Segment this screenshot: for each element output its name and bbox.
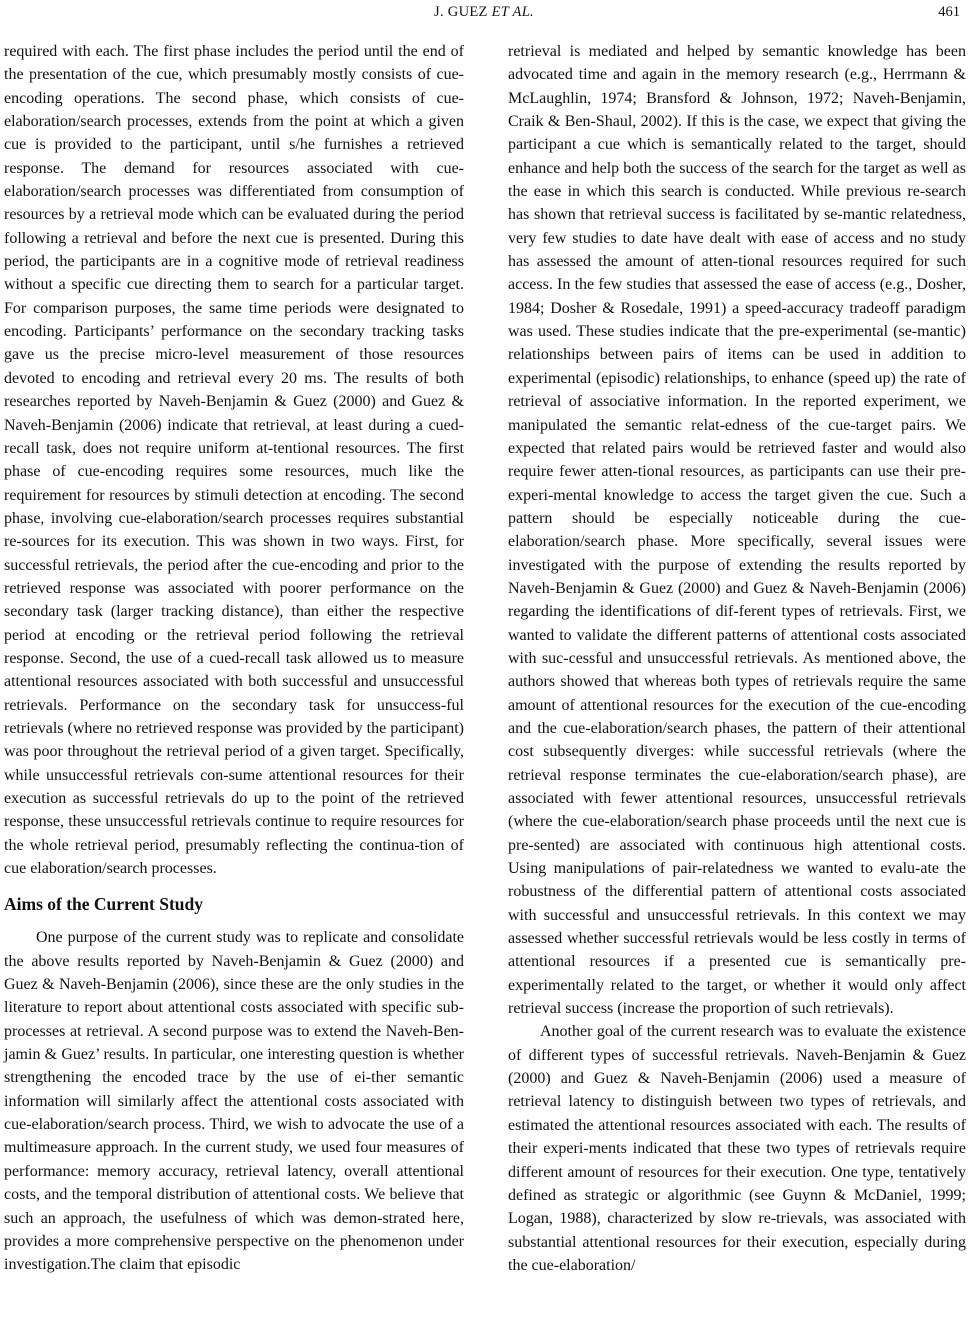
left-column xyxy=(4,40,464,1277)
section-heading: Aims of the Current Study xyxy=(4,894,203,915)
running-head xyxy=(0,2,968,22)
left-paragraph-aims: One purpose of the current study was to replicate and consolidate the above results reported by Naveh-Benjamin & Guez (2000) and Guez & Naveh-Benjamin (2006), since these are the only studies in the literature to report about attentional costs associated with specific sub-processes at retrieval. A second purpose was to extend the Naveh-Ben-jamin & Guez’ results. In particular, one interesting question is whether strengthening the encoded trace by the use of ei-ther semantic information will similarly affect the attentional costs associated with cue-elaboration/search process. Third, we wish to advocate the use of a multimeasure approach. In the current study, we used four measures of performance: memory accuracy, retrieval latency, overall attentional costs, and the temporal distribution of attentional costs. We believe that such an approach, the usefulness of which was demon-strated here, provides a more comprehensive perspective on the phenomenon under investigation.The claim that episodic xyxy=(4,929,464,1274)
right-paragraph-another-goal: Another goal of the current research was to evaluate the existence of different types of successful retrievals. Naveh-Benjamin & Guez (2000) and Guez & Naveh-Benjamin (2006) used a measure of retrieval latency to distinguish between two types of retrievals, and estimated the attentional resources associated with each. The results of their experi-ments indicated that these two types of retrievals require different amount of resources for their execution. One type, tentatively defined as strategic or algorithmic (see Guynn & McDaniel, 1999; Logan, 1988), characterized by slow re-trievals, was associated with substantial attentional resources for their execution, especially during the cue-elaboration/ xyxy=(508,1023,966,1274)
page-number: 461 xyxy=(938,4,960,20)
author-name: J. GUEZ xyxy=(434,4,488,20)
right-paragraph-semantic: retrieval is mediated and helped by semantic knowledge has been advocated time and again in the memory research (e.g., Herrmann & McLaughlin, 1974; Bransford & Johnson, 1972; Naveh-Benjamin, Craik & Ben-Shaul, 2002). If this is the case, we expect that giving the participant a cue which is semantically related to the target, should enhance and help both the success of the search for the target as well as the ease in which this search is conducted. While previous re-search has shown that retrieval success is facilitated by se-mantic relatedness, very few studies to date have dealt with ease of access and no study has assessed the amount of atten-tional resources required for such access. In the few studies that assessed the ease of access (e.g., Dosher, 1984; Dosher & Rosedale, 1991) a speed-accuracy tradeoff paradigm was used. These studies indicate that the pre-experimental (se-mantic) relationships between pairs of items can be used in addition to experimental (episodic) relationships, to enhance (speed up) the rate of retrieval of associative information. In the reported experiment, we manipulated the semantic relat-edness of the cue-target pairs. We expected that related pairs would be retrieved faster and would also require fewer atten-tional resources, as participants can use their pre-experi-mental knowledge to access the target given the cue. Such a pattern should be especially noticeable during the cue-elaboration/search phase. More specifically, several issues were investigated with the purpose of extending the results reported by Naveh-Benjamin & Guez (2000) and Guez & Naveh-Benjamin (2006) regarding the identifications of dif-ferent types of retrievals. First, we wanted to validate the different patterns of attentional costs associated with suc-cessful and unsuccessful retrievals. As mentioned above, the authors showed that whereas both types of retrievals require the same amount of attentional resources for the execution of the cue-encoding and the cue-elaboration/search phases, the pattern of their attentional cost subsequently diverges: while successful retrievals (where the retrieval response terminates the cue-elaboration/search phase), are associated with fewer attentional resources, unsuccessful retrievals (where the cue-elaboration/search phase proceeds until the next cue is pre-sented) are associated with continuous high attentional costs. Using manipulations of pair-relatedness we wanted to evalu-ate the robustness of the differential pattern of attentional costs associated with successful and unsuccessful retrievals. In this context we may assessed whether successful retrievals would be less costly in terms of attentional resources if a presented cue is semantically pre-experimentally related to the target, or whether it would only affect retrieval success (increase the proportion of such retrievals). xyxy=(508,43,966,1018)
running-head-authors xyxy=(0,2,968,22)
right-column xyxy=(508,40,966,1277)
left-paragraph-continued: required with each. The first phase includes the period until the end of the presentation of the cue, which presumably mostly consists of cue-encoding operations. The second phase, which consists of cue-elaboration/search processes, extends from the point at which a given cue is provided to the participant, until s/he furnishes a retrieved response. The demand for resources associated with cue-elaboration/search processes was differentiated from consumption of resources by a retrieval mode which can be evaluated during the period following a retrieval and before the next cue is presented. During this period, the participants are in a cognitive mode of retrieval readiness without a specific cue directing them to search for a particular target. For comparison purposes, the same time periods were designated to encoding. Participants’ performance on the secondary tracking tasks gave us the precise micro-level measurement of those resources devoted to encoding and retrieval every 20 ms. The results of both researches reported by Naveh-Benjamin & Guez (2000) and Guez & Naveh-Benjamin (2006) indicate that retrieval, at least during a cued-recall task, does not require uniform at-tentional resources. The first phase of cue-encoding requires some resources, much like the requirement for resources by stimuli detection at encoding. The second phase, involving cue-elaboration/search processes requires substantial re-sources for its execution. This was shown in two ways. First, for successful retrievals, the period after the cue-encoding and prior to the retrieved response was associated with poorer performance on the secondary task (larger tracking distance), than either the respective period at encoding or the retrieval period following the retrieval response. Second, the use of a cued-recall task allowed us to measure attentional resources associated with both successful and unsuccessful retrievals. Performance on the secondary task for unsuccess-ful retrievals (where no retrieved response was provided by the participant) was poor throughout the retrieval period of a given target. Specifically, while unsuccessful retrievals con-sume attentional resources for their execution as successful retrievals do up to the point of the retrieved response, these unsuccessful retrievals continue to require resources for the whole retrieval period, presumably reflecting the continua-tion of cue elaboration/search processes. xyxy=(4,43,464,878)
author-et-al: ET AL. xyxy=(491,4,534,20)
